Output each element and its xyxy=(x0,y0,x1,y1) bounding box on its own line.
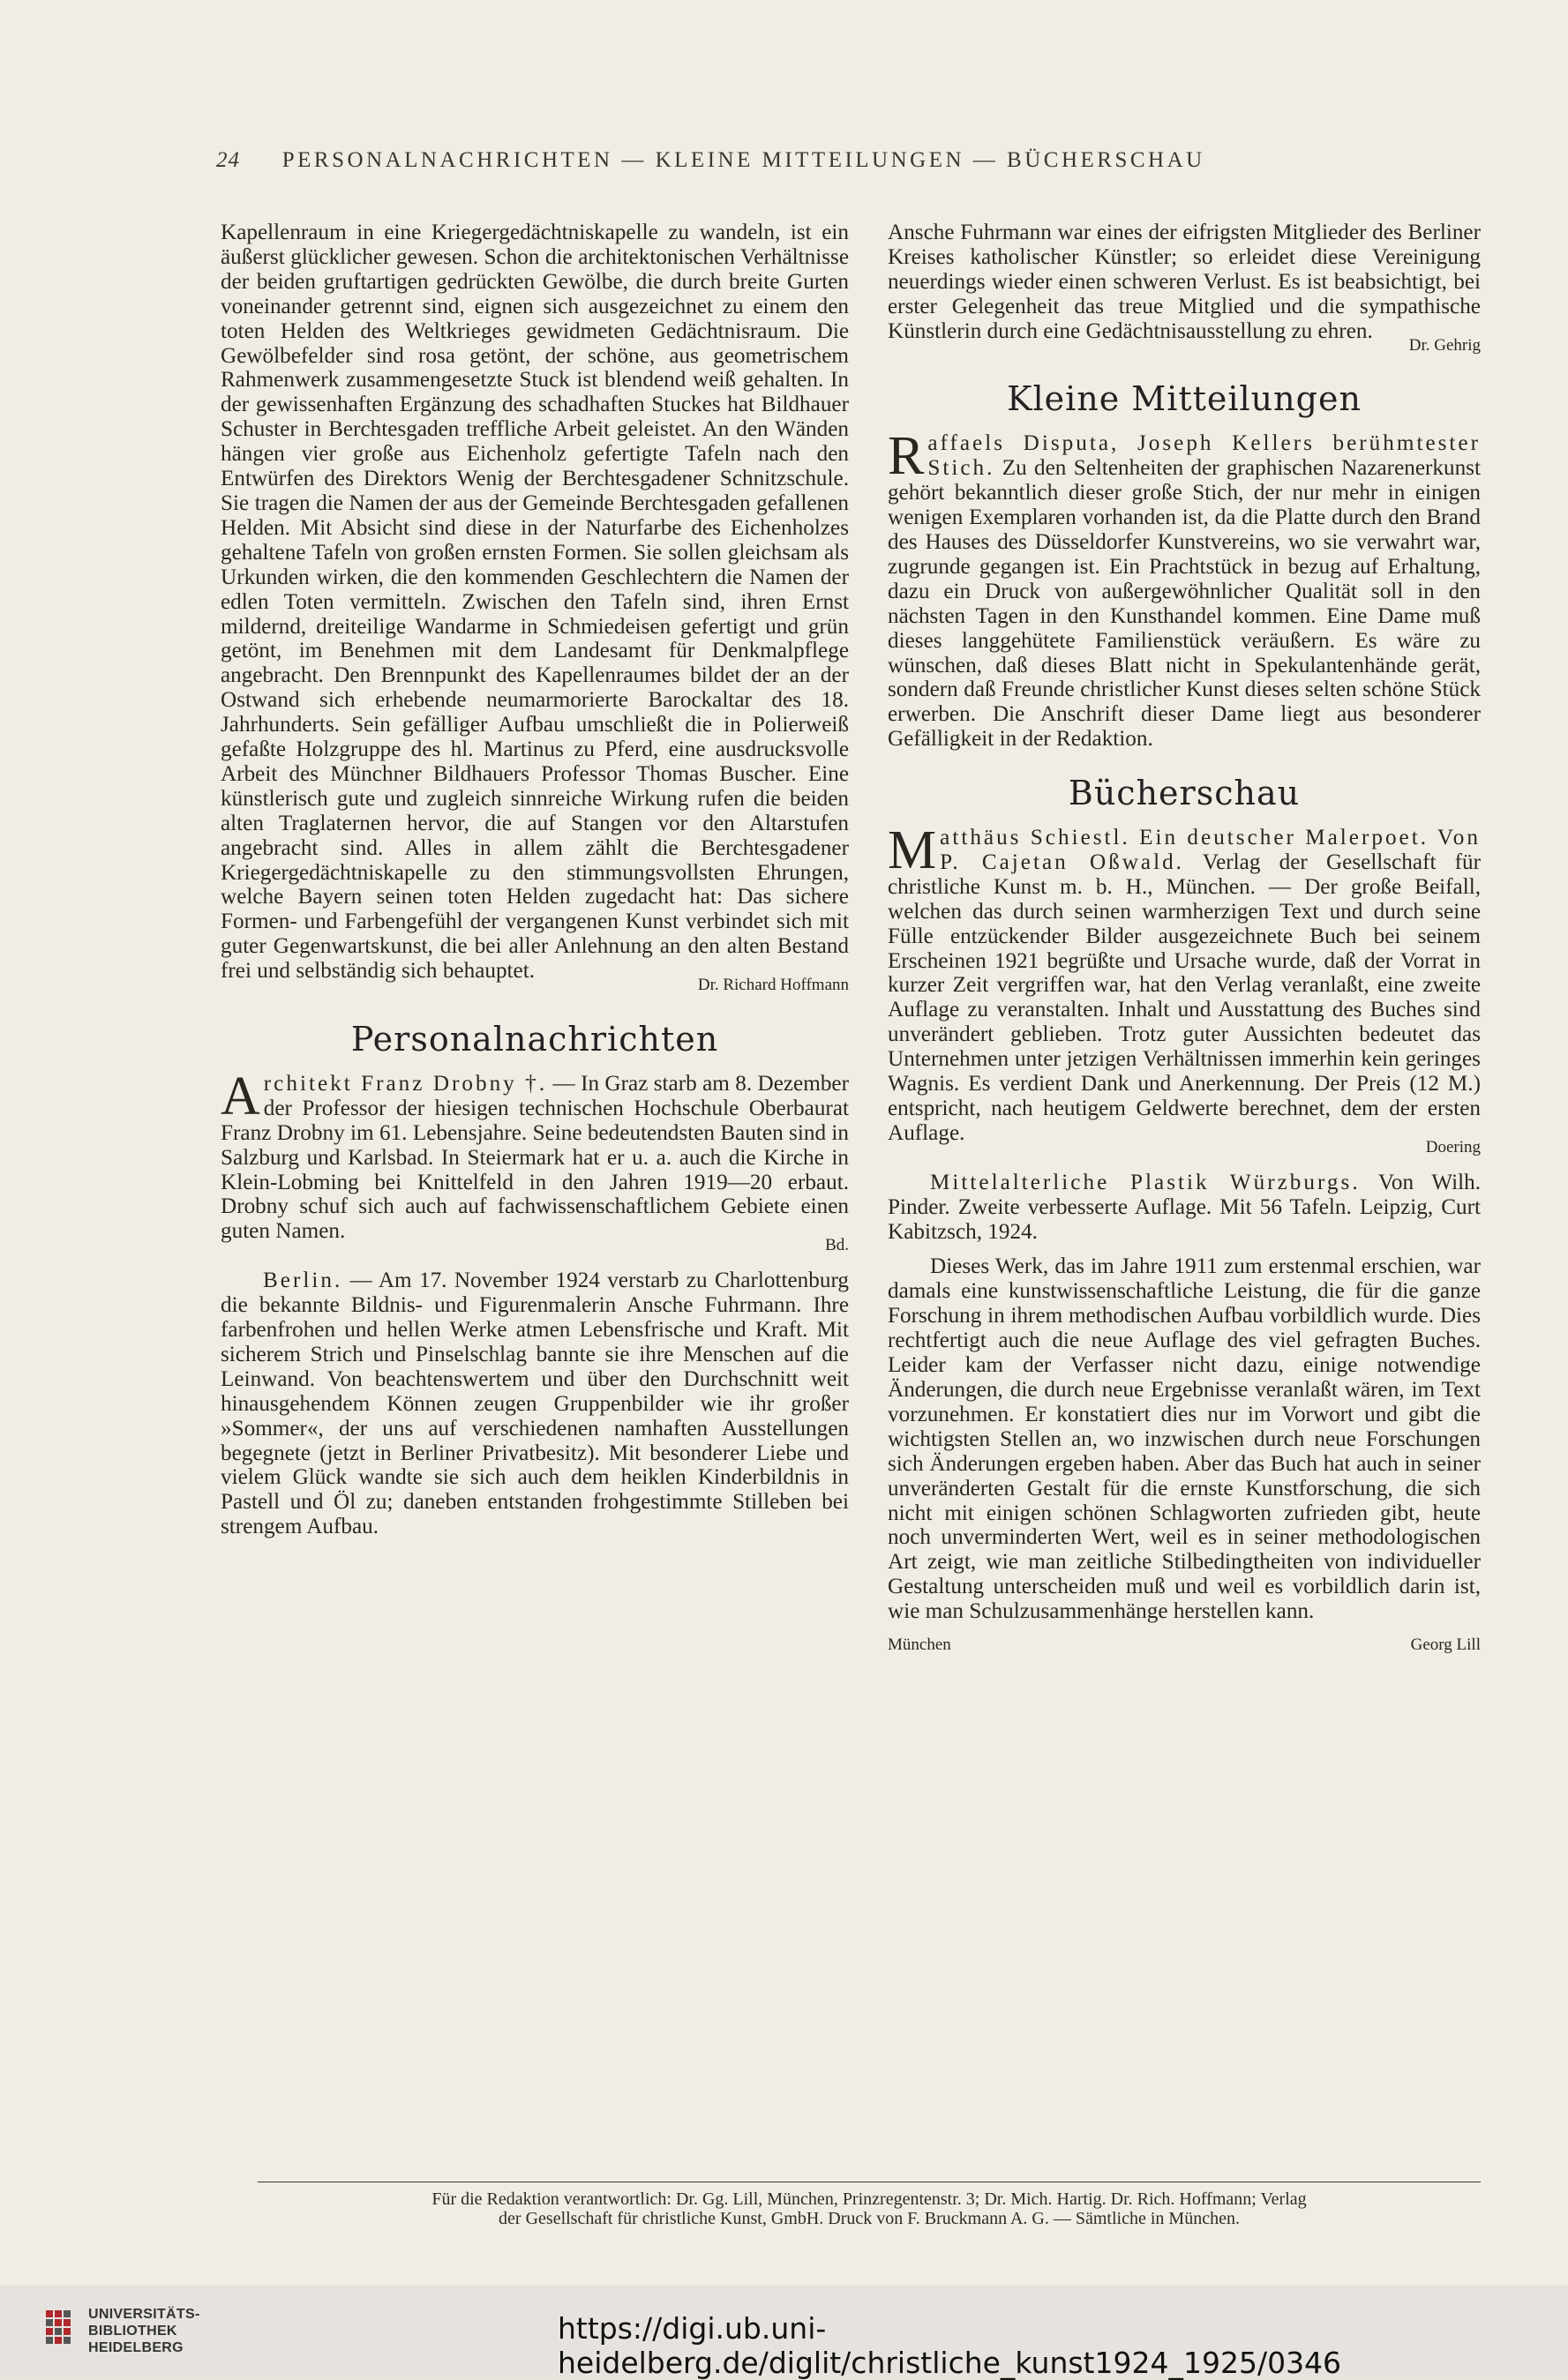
heading-personalnachrichten: Personalnachrichten xyxy=(350,1020,719,1059)
signature-name: Georg Lill xyxy=(1410,1635,1481,1655)
dropcap-m: M xyxy=(888,820,937,881)
paragraph-fuhrmann xyxy=(221,1269,849,1539)
imprint-line-2: der Gesellschaft für christliche Kunst, GmbH. Druck von F. Bruckmann A. G. — Sämtliche in München. xyxy=(499,2209,1240,2228)
signature-doering: Doering xyxy=(1425,1137,1481,1156)
heading-buecherschau: Bücherschau xyxy=(1068,774,1301,813)
signature-hoffmann: Dr. Richard Hoffmann xyxy=(697,976,849,995)
lead-schiestl: atthäus Schiestl. Ein deutscher Malerpoet. Von P. Cajetan Oßwald. xyxy=(940,826,1481,874)
lead-pinder: Mittelalterliche Plastik Würzburgs. xyxy=(930,1170,1361,1194)
right-column xyxy=(888,221,1481,1658)
body-fuhrmann: — Am 17. November 1924 verstarb zu Charlottenburg die bekannte Bildnis- und Figurenmalerin Ansche Fuhrmann. Ihre farbenfrohen und hellen Werke atmen Lebensfrische und Kraft. Mit sicherem Strich und Pinselschlag bannte sie ihre Menschen auf die Leinwand. Von beachtenswertem und über den Durchschnitt weit hinausgehendem Können zeugen Gruppenbilder wie ihr großer »Sommer«, der uns auf verschiedenen namhaften Ausstellungen begegnete (jetzt in Berliner Privatbesitz). Mit besonderer Liebe und vielem Glück wandte sie sich auch dem heiklen Kinderbildnis in Pastell und Öl zu; daneben entstanden frohgestimmte Stilleben bei strengem Aufbau. xyxy=(221,1269,849,1539)
body-disputa: Zu den Seltenheiten der graphischen Nazarenerkunst gehört bekanntlich dieser große Stich, der nur mehr in einigen wenigen Exemplaren vorhanden ist, da die Platte durch den Brand des Hauses des Düsseldorfer Kunstvereins, wo sie verwahrt war, zugrunde gegangen ist. Ein Prachtstück in bezug auf Erhaltung, dazu ein Druck von außergewöhnlicher Qualität soll in den nächsten Tagen in den Kunsthandel kommen. Eine Dame muß dieses langgehütete Familienstück veräußern. Es wäre zu wünschen, daß dieses Blatt nicht in Spekulantenhände gerät, sondern daß Freunde christlicher Kunst dieses selten schöne Stück erwerben. Die Anschrift dieser Dame liegt aus besonderer Gefälligkeit in der Redaktion. xyxy=(888,456,1481,752)
paragraph-fuhrmann-cont: Ansche Fuhrmann war eines der eifrigsten Mitglieder des Berliner Kreises katholischer Künstler; so erleidet diese Vereinigung neuerdings wieder einen schweren Verlust. Es ist beabsichtigt, bei erster Gelegenheit das treue Mitglied und die sympathische Künstlerin durch eine Gedächtnisausstellung zu ehren. xyxy=(888,221,1481,343)
library-name-line-2: BIBLIOTHEK xyxy=(88,2324,177,2339)
left-column xyxy=(221,221,849,1550)
running-title: PERSONALNACHRICHTEN — KLEINE MITTEILUNGEN — BÜCHERSCHAU xyxy=(281,148,1205,172)
body-drobny: — In Graz starb am 8. Dezember der Professor der hiesigen technischen Hochschule Oberbaurat Franz Drobny im 61. Lebensjahre. Seine bedeutendsten Bauten sind in Salzburg und Karlsbad. In Steiermark hat er u. a. auch die Kirche in Klein-Lobming bei Knittelfeld in den Jahren 1919—20 erbaut. Drobny schuf sich auch auf fachwissenschaftlichem Gebiete einen guten Namen. xyxy=(221,1071,849,1244)
body-schiestl: Verlag der Gesellschaft für christliche Kunst m. b. H., München. — Der große Beifall, welchen das durch seinen warmherzigen Text und durch seine Fülle entzückender Bilder ausgezeichnete Buch bei seinem Erscheinen 1921 begrüßte und Ursache wurde, daß der Vorrat in kurzer Zeit vergriffen war, hat den Verlag veranlaßt, eine zweite Auflage zu veranstalten. Inhalt und Ausstattung des Buches sind unverändert geblieben. Trotz guter Aussichten bedeutet das Unternehmen unter jetzigen Verhältnissen immerhin kein geringes Wagnis. Es verdient Dank und Anerkennung. Der Preis (12 M.) entspricht, nach heutigem Geldwerte berechnet, dem der ersten Auflage. xyxy=(888,849,1481,1145)
lead-berlin: Berlin. xyxy=(263,1269,343,1293)
paragraph-pinder-review: Dieses Werk, das im Jahre 1911 zum erstenmal erschien, war damals eine kunstwissenschaftliche Leistung, die für die ganze Forschung in ihrem methodischen Aufbau vorbildlich wurde. Dies rechtfertigt auch die neue Auflage des viel gefragten Buches. Leider kam der Verfasser nicht dazu, einige notwendige Änderungen, die durch neue Ergebnisse veranlaßt wären, im Text vorzunehmen. Er konstatiert dies nur im Vorwort und gibt die wichtigsten Stellen an, wo inzwischen durch neue Forschungen sich Änderungen ergeben haben. Aber das Buch hat auch in seiner unveränderten Gestalt für die ernste Kunstforschung, die sich nicht mit einigen schönen Schlagworten zufrieden gibt, heute noch unverminderten Wert, weil es in seiner methodologischen Art zeigt, wie man zeitliche Stilbedingtheiten von individueller Gestaltung unterscheiden muß und weil es vorbildlich darin ist, wie man Schulzusammenhänge herstellen kann. xyxy=(888,1254,1481,1624)
signature-gehrig: Dr. Gehrig xyxy=(1408,335,1481,355)
dropcap-r: R xyxy=(888,426,925,487)
library-name-line-3: HEIDELBERG xyxy=(88,2340,184,2355)
imprint-line-1: Für die Redaktion verantwortlich: Dr. Gg. Lill, München, Prinzregentenstr. 3; Dr. Mich. Hartig. Dr. Rich. Hoffmann; Verlag xyxy=(431,2189,1307,2209)
heading-kleine-mitteilungen: Kleine Mitteilungen xyxy=(1007,379,1362,419)
signature-bd: Bd. xyxy=(825,1236,849,1255)
body-pinder: Von Wilh. Pinder. Zweite verbesserte Auflage. Mit 56 Tafeln. Leipzig, Curt Kabitzsch, 1924. xyxy=(888,1170,1481,1244)
lead-drobny: rchitekt Franz Drobny †. xyxy=(263,1071,548,1096)
paragraph-schiestl xyxy=(888,820,1481,1146)
library-name xyxy=(88,2306,200,2356)
lead-disputa: affaels Disputa, Joseph Kellers berühmtester Stich. xyxy=(927,431,1481,481)
running-head xyxy=(216,148,1394,173)
paragraph-kapelle: Kapellenraum in eine Kriegergedächtniskapelle zu wandeln, ist ein äußerst glücklicher gewesen. Schon die architektonischen Verhältnisse der beiden gruftartigen gedrückten Gewölbe, die durch breite Gurten voneinander getrennt sind, eignen sich ausgezeichnet zu einem den toten Helden des Weltkrieges gewidmeten Gedächtnisraum. Die Gewölbefelder sind rosa getönt, der schöne, aus geometrischem Rahmenwerk zusammengesetzte Stuck ist blendend weiß gehalten. In der gewissenhaften Ergänzung des schadhaften Stuckes hat Bildhauer Schuster in Berchtesgaden treffliche Arbeit geleistet. An den Wänden hängen vier große aus Eichenholz gefertigte Tafeln nach den Entwürfen des Direktors Wenig der Berchtesgadener Schnitzschule. Sie tragen die Namen der aus der Gemeinde Berchtesgaden gefallenen Helden. Mit Absicht sind diese in der Naturfarbe des Eichenholzes gehaltene Tafeln von großen ernsten Formen. Sie sollen gleichsam als Urkunden wirken, die den kommenden Geschlechtern die Namen der edlen Toten vermitteln. Zwischen den Tafeln sind, ihren Ernst mildernd, dreiteilige Wandarme in Schmiedeisen gefertigt und grün getönt, im Benehmen mit dem Landesamt für Denkmalpflege angebracht. Den Brennpunkt des Kapellenraumes bildet der an der Ostwand sich erhebende neumarmorierte Barockaltar des 18. Jahrhunderts. Sein gefälliger Aufbau umschließt die in Polierweiß gefaßte Holzgruppe des hl. Martinus zu Pferd, eine ausdrucksvolle Arbeit des Münchner Bildhauers Professor Thomas Buscher. Eine künstlerisch gute und zugleich sinnreiche Wirkung rufen die beiden alten Traglaternen hervor, die auf Stangen vor den Altarstufen angebracht sind. Alles in allem zählt die Berchtesgadener Kriegergedächtniskapelle zu den stimmungsvollsten Ehrungen, welche Bayern seinen toten Helden zugedacht hat: Das sichere Formen- und Farbengefühl der vergangenen Kunst verbindet sich mit guter Gegenwartskunst, die bei aller Anlehnung an den alten Bestand frei und selbständig sich behauptet. xyxy=(221,221,849,984)
library-name-line-1: UNIVERSITÄTS- xyxy=(88,2307,200,2322)
paragraph-disputa xyxy=(888,426,1481,752)
page-number: 24 xyxy=(216,148,240,172)
permalink-url[interactable]: https://digi.ub.uni-heidelberg.de/diglit/christliche_kunst1924_1925/0346 xyxy=(558,2311,1342,2380)
paragraph-pinder-title xyxy=(888,1171,1481,1245)
library-logo-icon xyxy=(42,2303,78,2356)
paragraph-drobny xyxy=(221,1066,849,1244)
dropcap-a: A xyxy=(221,1066,260,1126)
signature-lill xyxy=(888,1633,1481,1658)
imprint xyxy=(258,2189,1481,2228)
signature-place: München xyxy=(888,1635,951,1655)
